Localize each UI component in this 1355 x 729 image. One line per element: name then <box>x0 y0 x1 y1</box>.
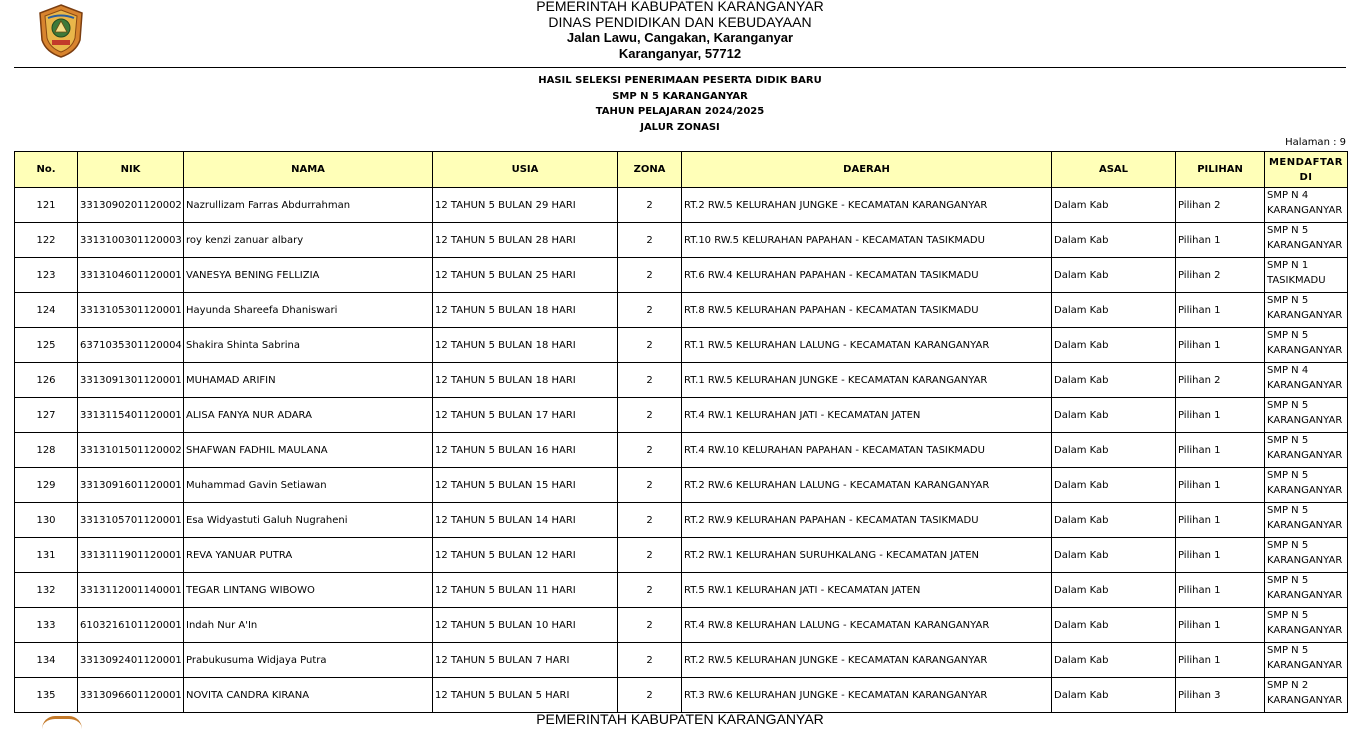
col-header-nama: NAMA <box>184 152 433 188</box>
cell-asal: Dalam Kab <box>1052 223 1176 258</box>
regency-emblem-logo <box>38 4 84 58</box>
cell-pilihan: Pilihan 1 <box>1176 223 1265 258</box>
table-row <box>15 433 1348 468</box>
cell-usia: 12 TAHUN 5 BULAN 18 HARI <box>433 293 618 328</box>
cell-usia: 12 TAHUN 5 BULAN 7 HARI <box>433 643 618 678</box>
cell-nama: Shakira Shinta Sabrina <box>184 328 433 363</box>
cell-nama: ALISA FANYA NUR ADARA <box>184 398 433 433</box>
cell-nama: REVA YANUAR PUTRA <box>184 538 433 573</box>
cell-zona: 2 <box>618 538 682 573</box>
col-header-mendaftar: MENDAFTAR DI <box>1265 152 1348 188</box>
cell-pilihan: Pilihan 1 <box>1176 608 1265 643</box>
cell-daerah: RT.5 RW.1 KELURAHAN JATI - KECAMATAN JATEN <box>682 573 1052 608</box>
cell-nik: 3313112001140001 <box>78 573 184 608</box>
cell-mendaftar: SMP N 5 KARANGANYAR <box>1265 503 1348 538</box>
cell-daerah: RT.2 RW.9 KELURAHAN PAPAHAN - KECAMATAN TASIKMADU <box>682 503 1052 538</box>
table-row <box>15 608 1348 643</box>
document-title <box>380 73 980 135</box>
cell-nik: 3313096601120001 <box>78 678 184 713</box>
cell-pilihan: Pilihan 1 <box>1176 643 1265 678</box>
cell-zona: 2 <box>618 573 682 608</box>
cell-pilihan: Pilihan 1 <box>1176 573 1265 608</box>
cell-pilihan: Pilihan 2 <box>1176 363 1265 398</box>
cell-nik: 3313101501120002 <box>78 433 184 468</box>
cell-nik: 3313105301120001 <box>78 293 184 328</box>
cell-daerah: RT.2 RW.5 KELURAHAN JUNGKE - KECAMATAN KARANGANYAR <box>682 188 1052 223</box>
cell-usia: 12 TAHUN 5 BULAN 29 HARI <box>433 188 618 223</box>
cell-pilihan: Pilihan 1 <box>1176 433 1265 468</box>
letterhead-agency: DINAS PENDIDIKAN DAN KEBUDAYAAN <box>548 14 812 30</box>
cell-zona: 2 <box>618 328 682 363</box>
table-row <box>15 328 1348 363</box>
cell-zona: 2 <box>618 223 682 258</box>
cell-nama: VANESYA BENING FELLIZIA <box>184 258 433 293</box>
cell-daerah: RT.1 RW.5 KELURAHAN JUNGKE - KECAMATAN KARANGANYAR <box>682 363 1052 398</box>
cell-daerah: RT.2 RW.6 KELURAHAN LALUNG - KECAMATAN KARANGANYAR <box>682 468 1052 503</box>
letterhead-city: Karanganyar, 57712 <box>618 46 742 61</box>
cell-usia: 12 TAHUN 5 BULAN 16 HARI <box>433 433 618 468</box>
cell-zona: 2 <box>618 293 682 328</box>
cell-nik: 3313092401120001 <box>78 643 184 678</box>
cell-usia: 12 TAHUN 5 BULAN 12 HARI <box>433 538 618 573</box>
cell-pilihan: Pilihan 1 <box>1176 398 1265 433</box>
cell-zona: 2 <box>618 503 682 538</box>
table-row <box>15 538 1348 573</box>
cell-zona: 2 <box>618 468 682 503</box>
cell-nama: MUHAMAD ARIFIN <box>184 363 433 398</box>
cell-nik: 3313090201120002 <box>78 188 184 223</box>
cell-pilihan: Pilihan 1 <box>1176 293 1265 328</box>
cell-zona: 2 <box>618 608 682 643</box>
cell-nama: Muhammad Gavin Setiawan <box>184 468 433 503</box>
page-number: Halaman : 9 <box>1285 137 1346 148</box>
cell-no: 123 <box>15 258 78 293</box>
cell-nik: 3313111901120001 <box>78 538 184 573</box>
table-row <box>15 223 1348 258</box>
cell-no: 121 <box>15 188 78 223</box>
cell-no: 124 <box>15 293 78 328</box>
cell-daerah: RT.2 RW.5 KELURAHAN JUNGKE - KECAMATAN KARANGANYAR <box>682 643 1052 678</box>
table-row <box>15 258 1348 293</box>
cell-nik: 3313104601120001 <box>78 258 184 293</box>
col-header-nik: NIK <box>78 152 184 188</box>
cell-asal: Dalam Kab <box>1052 398 1176 433</box>
cell-asal: Dalam Kab <box>1052 293 1176 328</box>
cell-pilihan: Pilihan 2 <box>1176 258 1265 293</box>
next-page-header: PEMERINTAH KABUPATEN KARANGANYAR <box>536 711 824 727</box>
cell-asal: Dalam Kab <box>1052 678 1176 713</box>
cell-nama: Prabukusuma Widjaya Putra <box>184 643 433 678</box>
cell-nama: roy kenzi zanuar albary <box>184 223 433 258</box>
cell-mendaftar: SMP N 5 KARANGANYAR <box>1265 468 1348 503</box>
cell-zona: 2 <box>618 678 682 713</box>
cell-no: 132 <box>15 573 78 608</box>
cell-daerah: RT.2 RW.1 KELURAHAN SURUHKALANG - KECAMATAN JATEN <box>682 538 1052 573</box>
cell-asal: Dalam Kab <box>1052 573 1176 608</box>
cell-mendaftar: SMP N 5 KARANGANYAR <box>1265 608 1348 643</box>
cell-usia: 12 TAHUN 5 BULAN 5 HARI <box>433 678 618 713</box>
cell-pilihan: Pilihan 1 <box>1176 538 1265 573</box>
cell-usia: 12 TAHUN 5 BULAN 14 HARI <box>433 503 618 538</box>
cell-no: 134 <box>15 643 78 678</box>
cell-asal: Dalam Kab <box>1052 538 1176 573</box>
col-header-daerah: DAERAH <box>682 152 1052 188</box>
cell-nik: 3313105701120001 <box>78 503 184 538</box>
col-header-no: No. <box>15 152 78 188</box>
cell-pilihan: Pilihan 1 <box>1176 328 1265 363</box>
cell-mendaftar: SMP N 5 KARANGANYAR <box>1265 223 1348 258</box>
title-year: TAHUN PELAJARAN 2024/2025 <box>595 106 765 117</box>
cell-usia: 12 TAHUN 5 BULAN 11 HARI <box>433 573 618 608</box>
cell-nik: 6103216101120001 <box>78 608 184 643</box>
cell-asal: Dalam Kab <box>1052 258 1176 293</box>
cell-asal: Dalam Kab <box>1052 328 1176 363</box>
cell-asal: Dalam Kab <box>1052 433 1176 468</box>
table-row <box>15 293 1348 328</box>
table-header-row <box>15 152 1348 188</box>
cell-nama: SHAFWAN FADHIL MAULANA <box>184 433 433 468</box>
cell-nik: 3313091301120001 <box>78 363 184 398</box>
table-row <box>15 643 1348 678</box>
cell-asal: Dalam Kab <box>1052 468 1176 503</box>
cell-daerah: RT.10 RW.5 KELURAHAN PAPAHAN - KECAMATAN TASIKMADU <box>682 223 1052 258</box>
table-row <box>15 363 1348 398</box>
letterhead-government: PEMERINTAH KABUPATEN KARANGANYAR <box>536 0 824 14</box>
cell-no: 125 <box>15 328 78 363</box>
cell-no: 130 <box>15 503 78 538</box>
cell-asal: Dalam Kab <box>1052 363 1176 398</box>
cell-nama: Hayunda Shareefa Dhaniswari <box>184 293 433 328</box>
cell-pilihan: Pilihan 2 <box>1176 188 1265 223</box>
cell-zona: 2 <box>618 433 682 468</box>
cell-daerah: RT.6 RW.4 KELURAHAN PAPAHAN - KECAMATAN TASIKMADU <box>682 258 1052 293</box>
cell-no: 122 <box>15 223 78 258</box>
cell-no: 127 <box>15 398 78 433</box>
table-row <box>15 468 1348 503</box>
cell-usia: 12 TAHUN 5 BULAN 10 HARI <box>433 608 618 643</box>
cell-usia: 12 TAHUN 5 BULAN 17 HARI <box>433 398 618 433</box>
next-page-emblem <box>42 716 82 729</box>
cell-nama: NOVITA CANDRA KIRANA <box>184 678 433 713</box>
cell-nama: Esa Widyastuti Galuh Nugraheni <box>184 503 433 538</box>
results-table <box>14 151 1348 713</box>
cell-nik: 3313115401120001 <box>78 398 184 433</box>
cell-usia: 12 TAHUN 5 BULAN 25 HARI <box>433 258 618 293</box>
letterhead-divider <box>14 67 1346 68</box>
cell-mendaftar: SMP N 1 TASIKMADU <box>1265 258 1348 293</box>
table-row <box>15 573 1348 608</box>
cell-pilihan: Pilihan 1 <box>1176 503 1265 538</box>
cell-pilihan: Pilihan 3 <box>1176 678 1265 713</box>
cell-mendaftar: SMP N 2 KARANGANYAR <box>1265 678 1348 713</box>
cell-mendaftar: SMP N 4 KARANGANYAR <box>1265 188 1348 223</box>
title-line-1: HASIL SELEKSI PENERIMAAN PESERTA DIDIK BARU <box>538 75 822 86</box>
letterhead-address: Jalan Lawu, Cangakan, Karanganyar <box>566 30 794 45</box>
table-row <box>15 503 1348 538</box>
cell-no: 131 <box>15 538 78 573</box>
cell-zona: 2 <box>618 258 682 293</box>
cell-pilihan: Pilihan 1 <box>1176 468 1265 503</box>
cell-daerah: RT.4 RW.1 KELURAHAN JATI - KECAMATAN JATEN <box>682 398 1052 433</box>
cell-nama: TEGAR LINTANG WIBOWO <box>184 573 433 608</box>
cell-daerah: RT.3 RW.6 KELURAHAN JUNGKE - KECAMATAN KARANGANYAR <box>682 678 1052 713</box>
cell-mendaftar: SMP N 5 KARANGANYAR <box>1265 328 1348 363</box>
cell-nama: Nazrullizam Farras Abdurrahman <box>184 188 433 223</box>
cell-usia: 12 TAHUN 5 BULAN 15 HARI <box>433 468 618 503</box>
table-row <box>15 398 1348 433</box>
cell-nik: 3313091601120001 <box>78 468 184 503</box>
cell-asal: Dalam Kab <box>1052 188 1176 223</box>
cell-no: 126 <box>15 363 78 398</box>
cell-daerah: RT.4 RW.10 KELURAHAN PAPAHAN - KECAMATAN TASIKMADU <box>682 433 1052 468</box>
cell-asal: Dalam Kab <box>1052 503 1176 538</box>
col-header-zona: ZONA <box>618 152 682 188</box>
cell-no: 133 <box>15 608 78 643</box>
cell-daerah: RT.1 RW.5 KELURAHAN LALUNG - KECAMATAN KARANGANYAR <box>682 328 1052 363</box>
cell-daerah: RT.4 RW.8 KELURAHAN LALUNG - KECAMATAN KARANGANYAR <box>682 608 1052 643</box>
cell-mendaftar: SMP N 4 KARANGANYAR <box>1265 363 1348 398</box>
cell-asal: Dalam Kab <box>1052 608 1176 643</box>
col-header-usia: USIA <box>433 152 618 188</box>
title-school: SMP N 5 KARANGANYAR <box>612 90 748 102</box>
cell-mendaftar: SMP N 5 KARANGANYAR <box>1265 573 1348 608</box>
cell-mendaftar: SMP N 5 KARANGANYAR <box>1265 643 1348 678</box>
cell-mendaftar: SMP N 5 KARANGANYAR <box>1265 433 1348 468</box>
cell-nama: Indah Nur A'In <box>184 608 433 643</box>
cell-nik: 6371035301120004 <box>78 328 184 363</box>
letterhead <box>380 0 980 62</box>
cell-asal: Dalam Kab <box>1052 643 1176 678</box>
cell-nik: 3313100301120003 <box>78 223 184 258</box>
cell-no: 128 <box>15 433 78 468</box>
cell-no: 135 <box>15 678 78 713</box>
cell-mendaftar: SMP N 5 KARANGANYAR <box>1265 293 1348 328</box>
table-row <box>15 678 1348 713</box>
cell-zona: 2 <box>618 398 682 433</box>
cell-daerah: RT.8 RW.5 KELURAHAN PAPAHAN - KECAMATAN TASIKMADU <box>682 293 1052 328</box>
cell-zona: 2 <box>618 188 682 223</box>
cell-no: 129 <box>15 468 78 503</box>
title-route: JALUR ZONASI <box>640 121 720 133</box>
cell-mendaftar: SMP N 5 KARANGANYAR <box>1265 538 1348 573</box>
cell-zona: 2 <box>618 643 682 678</box>
col-header-pilihan: PILIHAN <box>1176 152 1265 188</box>
col-header-asal: ASAL <box>1052 152 1176 188</box>
cell-usia: 12 TAHUN 5 BULAN 18 HARI <box>433 363 618 398</box>
cell-zona: 2 <box>618 363 682 398</box>
cell-mendaftar: SMP N 5 KARANGANYAR <box>1265 398 1348 433</box>
cell-usia: 12 TAHUN 5 BULAN 18 HARI <box>433 328 618 363</box>
cell-usia: 12 TAHUN 5 BULAN 28 HARI <box>433 223 618 258</box>
table-row <box>15 188 1348 223</box>
